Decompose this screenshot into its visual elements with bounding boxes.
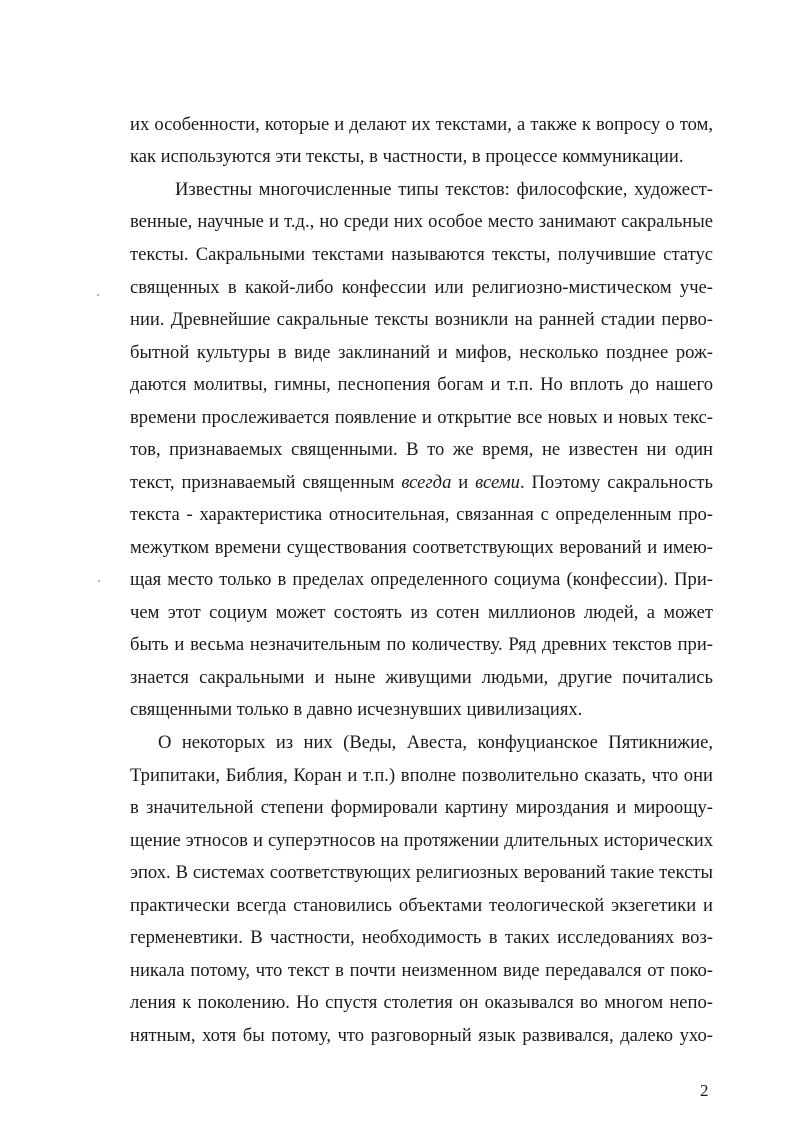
text-line: быть и весьма незначительным по количеству. Ряд древних текстов при- bbox=[130, 634, 713, 655]
text-line: эпох. В системах соответствующих религиозных верований такие тексты bbox=[130, 862, 713, 883]
text-line: щение этносов и суперэтносов на протяжении длительных исторических bbox=[130, 830, 713, 851]
text-line: никала потому, что текст в почти неизменном виде передавался от поко- bbox=[130, 960, 713, 981]
text-line: венные, научные и т.д., но среди них особое место занимают сакральные bbox=[130, 211, 713, 232]
text-line: священных в какой-либо конфессии или религиозно-мистическом уче- bbox=[130, 277, 713, 298]
text-line: щая место только в пределах определенного социума (конфессии). При- bbox=[130, 569, 713, 590]
text-line: межутком времени существования соответствующих верований и имею- bbox=[130, 537, 713, 558]
text-line: ления к поколению. Но спустя столетия он оказывался во многом непо- bbox=[130, 992, 713, 1013]
text-line: герменевтики. В частности, необходимость в таких исследованиях воз- bbox=[130, 927, 713, 948]
text-line: даются молитвы, гимны, песнопения богам и т.п. Но вплоть до нашего bbox=[130, 374, 713, 395]
text-line: времени прослеживается появление и открытие все новых и новых текс- bbox=[130, 407, 713, 428]
text-line: тов, признаваемых священными. В то же время, не известен ни один bbox=[130, 439, 713, 460]
text-line: бытной культуры в виде заклинаний и мифов, несколько позднее рож- bbox=[130, 342, 713, 363]
text-line: тексты. Сакральными текстами называются тексты, получившие статус bbox=[130, 244, 713, 265]
text-line: нии. Древнейшие сакральные тексты возникли на ранней стадии перво- bbox=[130, 309, 713, 330]
text-line: текста - характеристика относительная, связанная с определенным про- bbox=[130, 504, 713, 525]
text-line: практически всегда становились объектами теологической экзегетики и bbox=[130, 895, 713, 916]
paragraph-first-line: О некоторых из них (Веды, Авеста, конфуцианское Пятикнижие, bbox=[158, 732, 713, 753]
text-line: их особенности, которые и делают их текстами, а также к вопросу о том, bbox=[130, 114, 713, 135]
emphasis-word: всеми bbox=[475, 472, 520, 493]
text-line: знается сакральными и ныне живущими людьми, другие почитались bbox=[130, 667, 713, 688]
text-line: как используются эти тексты, в частности, в процессе коммуникации. bbox=[130, 146, 684, 167]
text-segment: текст, признаваемый священным bbox=[130, 472, 402, 493]
emphasis-word: всегда bbox=[401, 472, 452, 493]
text-line-with-emphasis bbox=[130, 471, 713, 495]
text-line: чем этот социум может состоять из сотен миллионов людей, а может bbox=[130, 602, 713, 623]
text-line: Трипитаки, Библия, Коран и т.п.) вполне позволительно сказать, что они bbox=[130, 765, 713, 786]
text-line: нятным, хотя бы потому, что разговорный язык развивался, далеко ухо- bbox=[130, 1025, 713, 1046]
paragraph-first-line: Известны многочисленные типы текстов: философские, художест- bbox=[175, 179, 713, 200]
page-number: 2 bbox=[700, 1081, 709, 1100]
text-segment: и bbox=[451, 472, 476, 493]
text-segment: . Поэтому сакральность bbox=[519, 472, 714, 493]
scan-speck bbox=[97, 294, 99, 296]
scan-speck bbox=[98, 580, 100, 582]
text-line: священными только в давно исчезнувших цивилизациях. bbox=[130, 699, 583, 720]
text-line: в значительной степени формировали картину мироздания и мироощу- bbox=[130, 797, 713, 818]
